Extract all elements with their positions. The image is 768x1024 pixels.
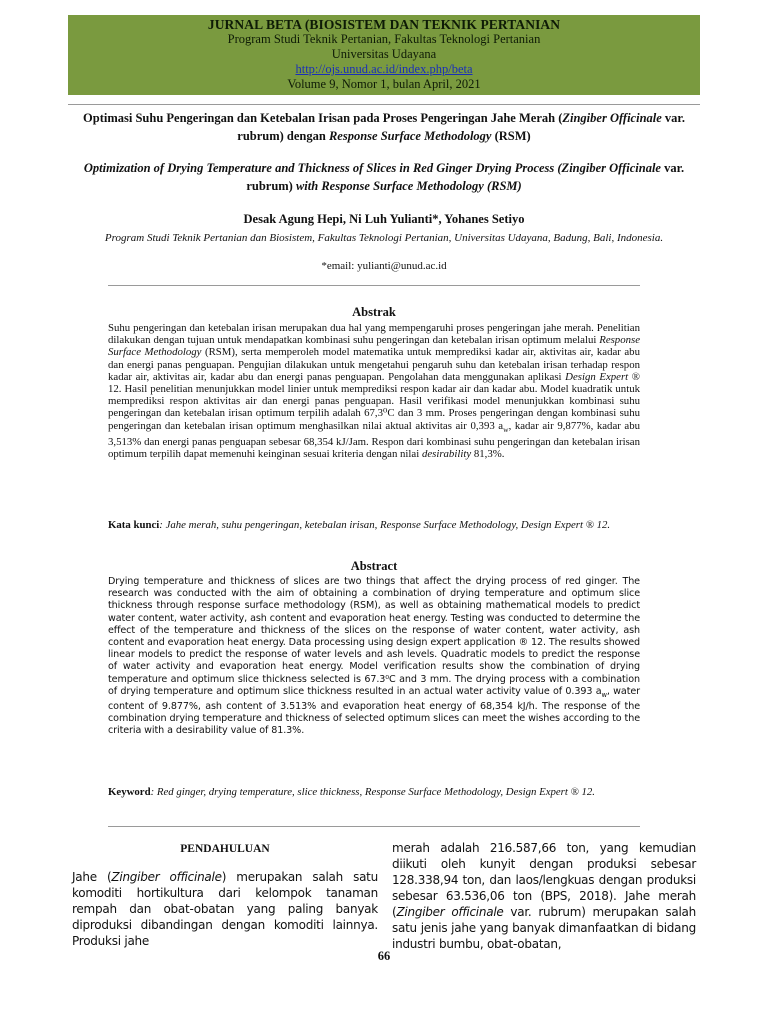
intro-species-emphasis: Zingiber officinale xyxy=(396,905,504,919)
abstract-top-divider xyxy=(108,285,640,286)
abstrak-text-emphasis: desirability xyxy=(421,448,472,461)
intro-text-part: merah adalah 216.587,66 ton, yang kemudian diikuti oleh kunyit dengan produksi sebesar 128.338,94 ton, dan laos/lengkuas dengan produksi sebesar 63.536,06 ton (BPS, 2018). Jahe merah ( xyxy=(392,841,696,919)
title-id-part3: (RSM) xyxy=(491,129,531,143)
abstract-bottom-divider xyxy=(108,826,640,827)
intro-right-column xyxy=(392,840,696,952)
article-title-indonesian xyxy=(68,109,700,145)
journal-header-banner xyxy=(68,15,700,95)
pendahuluan-heading: PENDAHULUAN xyxy=(180,843,270,855)
kata-kunci xyxy=(108,519,640,532)
intro-species-emphasis: Zingiber officinale xyxy=(111,870,222,884)
abstrak-text xyxy=(108,322,640,460)
intro-text-part: Jahe ( xyxy=(72,870,112,884)
abstrak-text-part: (RSM), serta memperoleh model matematika untuk memprediksi kadar air, aktivitas air, kadar abu dan energi panas penguapan. Pengujian dilakukan untuk mengetahui pengaruh suhu dan ketebalan irisan terhadap respon kadar air, aktivitas air, kadar abu dan energi panas penguapan. Pengolahan data menggunakan aplikasi xyxy=(108,346,640,383)
title-en-part3: with Response Surface Methodology (RSM) xyxy=(292,179,522,193)
title-id-species: Zingiber Officinale xyxy=(562,111,662,125)
kata-kunci-text: : Jahe merah, suhu pengeringan, ketebalan irisan, Response Surface Methodology, Design Expert ® 12. xyxy=(159,519,611,531)
abstract-subscript: w xyxy=(601,690,607,699)
abstrak-text-emphasis: Response Surface Methodology xyxy=(108,334,640,359)
abstrak-text-emphasis: Design Expert xyxy=(565,370,629,383)
abstrak-text-part: 81,3%. xyxy=(471,448,505,461)
keyword-label: Keyword xyxy=(108,786,151,798)
intro-text-part: var. rubrum) merupakan salah satu jenis jahe yang banyak dimanfaatkan di bidang industri bumbu, obat-obatan, xyxy=(392,905,697,951)
abstract-text-part: Drying temperature and thickness of slices are two things that affect the drying process of red ginger. The research was conducted with the aim of obtaining a combination of drying temperature and optimum slice thickness through response surface methodology (RSM), as well as obtaining mathematical models to predict water content, water activity, ash content and evaporation heat energy. Testing was conducted to determine the effect of the temperature and thickness of the slices on the response of water content, water activity, ash content and evaporation heat energy. Data processing using design expert application ® 12. The results showed linear models to predict the response of water levels and ash levels. Quadratic models to predict the response of water activity and evaporation heat energy. Model verification results show the combination of drying temperature and optimum slice thickness selected is 67.3⁰C and 3 mm. The drying process with a combination of drying temperature and optimum slice thickness resulted in an actual water activity value of 0.393 a xyxy=(108,576,640,697)
abstract-text xyxy=(108,576,640,738)
abstract-text-part: , water content of 9.877%, ash content of 3.513% and evaporation heat energy of 68,354 kJ/h. The response of the combination drying temperature and thickness of selected optimum slices can meet the wishes according to the criteria with a desirability value of 81.3%. xyxy=(108,685,640,737)
journal-volume: Volume 9, Nomor 1, bulan April, 2021 xyxy=(287,77,481,91)
journal-url-link[interactable]: http://ojs.unud.ac.id/index.php/beta xyxy=(295,62,473,76)
title-id-part2: var. rubrum) dengan xyxy=(237,111,685,143)
title-id-part1: Optimasi Suhu Pengeringan dan Ketebalan Irisan pada Proses Pengeringan Jahe Merah ( xyxy=(83,111,563,125)
article-title-english xyxy=(68,159,700,195)
journal-university: Universitas Udayana xyxy=(331,47,437,61)
author-list: Desak Agung Hepi, Ni Luh Yulianti*, Yohanes Setiyo xyxy=(243,212,525,226)
abstrak-text-part: ® 12. Hasil penelitian menunjukkan model linier untuk memprediksi respon kadar air dan kadar abu. Model kuadratik untuk memprediksi respon aktivitas air dan energi panas penguapan. Hasil verifikasi model menunjukkan kombinasi suhu pengeringan dan ketebalan irisan optimum terpilih adalah 67,3⁰C dan 3 mm. Proses pengeringan dengan kombinasi suhu pengeringan dan ketebalan irisan optimum menghasilkan nilai aktual aktivitas air 0,393 a xyxy=(108,370,640,432)
kata-kunci-label: Kata kunci xyxy=(108,519,160,531)
abstrak-heading: Abstrak xyxy=(352,305,396,319)
corresponding-email: *email: yulianti@unud.ac.id xyxy=(321,260,447,272)
abstrak-text-part: Suhu pengeringan dan ketebalan irisan merupakan dua hal yang mempengaruhi proses pengeringan jahe merah. Penelitian dilakukan dengan tujuan untuk mendapatkan kombinasi suhu pengeringan dan ketebalan irisan optimum melalui xyxy=(108,322,640,347)
title-en-part1: Optimization of Drying Temperature and Thickness of Slices in Red Ginger Drying Process (Zingiber Officinale xyxy=(83,161,661,175)
abstrak-subscript: w xyxy=(503,424,509,434)
intro-text-part: ) merupakan salah satu komoditi hortikultura dari kelompok tanaman rempah dan obat-obatan yang paling banyak diproduksi dibandingan dengan komoditi lainnya. Produksi jahe xyxy=(72,870,378,948)
author-affiliation: Program Studi Teknik Pertanian dan Biosistem, Fakultas Teknologi Pertanian, Universitas Udayana, Badung, Bali, Indonesia. xyxy=(104,232,664,244)
journal-title: JURNAL BETA (BIOSISTEM DAN TEKNIK PERTANIAN xyxy=(207,17,561,32)
page-number: 66 xyxy=(377,949,391,963)
keyword-text: : Red ginger, drying temperature, slice thickness, Response Surface Methodology, Design Expert ® 12. xyxy=(150,786,595,798)
intro-left-column xyxy=(72,869,378,949)
abstract-heading: Abstract xyxy=(350,559,398,573)
abstrak-text-part: , kadar air 9,877%, kadar abu 3,513% dan energi panas penguapan sebesar 68,354 kJ/Jam. Respon dari kombinasi suhu pengeringan dan ketebalan irisan optimum terpilih dapat memenuhi keinginan sesuai kriteria dengan nilai xyxy=(108,419,640,461)
title-id-method: Response Surface Methodology xyxy=(328,129,492,143)
keyword xyxy=(108,786,640,799)
journal-program: Program Studi Teknik Pertanian, Fakultas Teknologi Pertanian xyxy=(227,32,541,46)
title-en-part2: var. rubrum) xyxy=(246,161,685,193)
header-divider xyxy=(68,104,700,105)
